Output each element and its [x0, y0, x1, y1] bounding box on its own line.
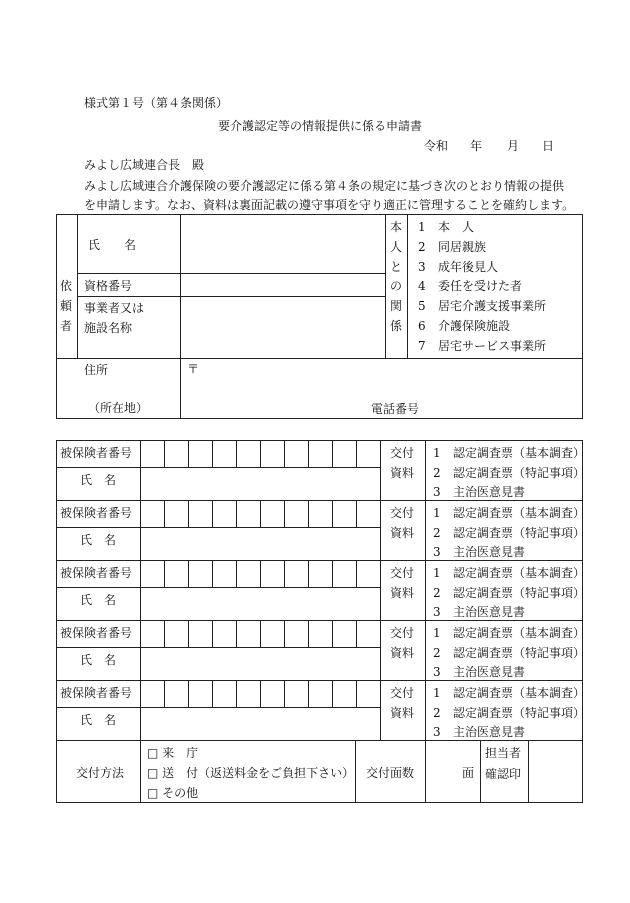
pages-unit: 面	[462, 766, 475, 780]
material-3-text: 主治医意見書	[453, 545, 526, 559]
material-2-no: 2	[433, 586, 441, 600]
date-month: 月	[507, 139, 520, 153]
address-sub-label: （所在地）	[88, 401, 149, 415]
applicant-office-label-1: 事業者又は	[84, 301, 145, 315]
material-1-no: 1	[433, 566, 441, 580]
delivery-method-label: 交付方法	[76, 766, 125, 780]
material-2-text: 認定調査票（特記事項）	[453, 526, 586, 540]
material-label-1: 交付	[390, 566, 415, 580]
insured-number-input[interactable]	[141, 561, 379, 586]
material-3-no: 3	[433, 665, 441, 679]
relation-2-no: 2	[418, 240, 426, 254]
relation-2-text: 同居親族	[438, 240, 487, 254]
applicant-section-char-3: 者	[60, 319, 73, 333]
relation-char-5: 関	[390, 299, 403, 313]
material-1-text: 認定調査票（基本調査）	[453, 506, 586, 520]
relation-5-no: 5	[418, 299, 426, 313]
material-2-text: 認定調査票（特記事項）	[453, 706, 586, 720]
insured-number-label: 被保険者番号	[60, 686, 133, 700]
material-1-text: 認定調査票（基本調査）	[453, 446, 586, 460]
material-label-2: 資料	[390, 526, 415, 540]
material-3-text: 主治医意見書	[453, 725, 526, 739]
applicant-name-label: 氏 名	[88, 238, 137, 252]
delivery-option-visit[interactable]: □ 来 庁	[147, 746, 199, 760]
applicant-name-field[interactable]	[181, 215, 384, 272]
material-label-2: 資料	[390, 466, 415, 480]
intro-line-1: みよし広域連合介護保険の要介護認定に係る第４条の規定に基づき次のとおり情報の提供	[84, 179, 565, 193]
staff-label-2: 確認印	[485, 767, 522, 781]
relation-7-text: 居宅サービス事業所	[438, 339, 547, 353]
relation-char-2: 人	[390, 240, 403, 254]
address-label: 住所	[84, 363, 109, 377]
material-1-no: 1	[433, 686, 441, 700]
material-2-no: 2	[433, 526, 441, 540]
applicant-office-label-2: 施設名称	[84, 321, 133, 335]
insured-name-input[interactable]	[141, 708, 379, 739]
insured-number-label: 被保険者番号	[60, 626, 133, 640]
insured-name-input[interactable]	[141, 528, 379, 559]
material-3-text: 主治医意見書	[453, 485, 526, 499]
relation-6-text: 介護保険施設	[438, 319, 511, 333]
insured-name-input[interactable]	[141, 648, 379, 679]
material-1-no: 1	[433, 446, 441, 460]
insured-number-label: 被保険者番号	[60, 566, 133, 580]
form-number: 様式第１号（第４条関係）	[84, 96, 229, 110]
material-label-1: 交付	[390, 686, 415, 700]
form-title: 要介護認定等の情報提供に係る申請書	[218, 119, 423, 133]
staff-seal-field[interactable]	[529, 741, 582, 802]
date-era: 令和	[424, 139, 449, 153]
insured-name-label: 氏 名	[80, 533, 117, 547]
applicant-section-char-2: 頼	[60, 299, 73, 313]
relation-1-no: 1	[418, 220, 426, 234]
insured-name-label: 氏 名	[80, 593, 117, 607]
material-2-no: 2	[433, 466, 441, 480]
relation-char-1: 本	[390, 220, 403, 234]
relation-3-no: 3	[418, 260, 426, 274]
material-label-2: 資料	[390, 646, 415, 660]
delivery-option-mail[interactable]: □ 送 付（返送料金をご負担下さい）	[147, 766, 355, 780]
material-2-text: 認定調査票（特記事項）	[453, 466, 586, 480]
address-field[interactable]	[181, 359, 582, 418]
relation-4-text: 委任を受けた者	[438, 279, 523, 293]
relation-3-text: 成年後見人	[438, 260, 499, 274]
addressee: みよし広域連合長 殿	[84, 158, 205, 172]
insured-number-label: 被保険者番号	[60, 506, 133, 520]
insured-number-input[interactable]	[141, 501, 379, 526]
material-3-no: 3	[433, 725, 441, 739]
delivery-option-other[interactable]: □ その他	[147, 786, 199, 800]
relation-1-text: 本 人	[438, 220, 475, 234]
material-2-text: 認定調査票（特記事項）	[453, 586, 586, 600]
pages-count-field[interactable]	[426, 741, 460, 802]
material-label-2: 資料	[390, 586, 415, 600]
applicant-section-char-1: 依	[60, 279, 73, 293]
insured-name-input[interactable]	[141, 588, 379, 619]
material-label-2: 資料	[390, 706, 415, 720]
pages-label: 交付面数	[366, 766, 415, 780]
relation-char-4: の	[390, 279, 403, 293]
material-3-no: 3	[433, 485, 441, 499]
applicant-qualification-field[interactable]	[181, 274, 384, 295]
material-label-1: 交付	[390, 446, 415, 460]
applicant-office-field[interactable]	[181, 297, 384, 357]
phone-label: 電話番号	[371, 402, 420, 416]
relation-char-6: 係	[390, 319, 403, 333]
material-2-text: 認定調査票（特記事項）	[453, 646, 586, 660]
insured-number-label: 被保険者番号	[60, 446, 133, 460]
material-1-no: 1	[433, 506, 441, 520]
intro-line-2: を申請します。なお、資料は裏面記載の遵守事項を守り適正に管理することを確約します。	[84, 198, 575, 212]
applicant-qualification-label: 資格番号	[84, 279, 133, 293]
insured-number-input[interactable]	[141, 621, 379, 646]
material-1-text: 認定調査票（基本調査）	[453, 686, 586, 700]
date-day: 日	[542, 139, 555, 153]
material-3-text: 主治医意見書	[453, 605, 526, 619]
material-1-text: 認定調査票（基本調査）	[453, 626, 586, 640]
material-label-1: 交付	[390, 626, 415, 640]
insured-name-label: 氏 名	[80, 473, 117, 487]
material-3-no: 3	[433, 545, 441, 559]
material-3-no: 3	[433, 605, 441, 619]
material-2-no: 2	[433, 646, 441, 660]
insured-name-label: 氏 名	[80, 713, 117, 727]
date-year: 年	[470, 139, 483, 153]
insured-number-input[interactable]	[141, 441, 379, 466]
relation-7-no: 7	[418, 339, 426, 353]
material-1-no: 1	[433, 626, 441, 640]
staff-label-1: 担当者	[485, 746, 522, 760]
insured-name-label: 氏 名	[80, 653, 117, 667]
material-label-1: 交付	[390, 506, 415, 520]
relation-6-no: 6	[418, 319, 426, 333]
material-3-text: 主治医意見書	[453, 665, 526, 679]
postal-mark: 〒	[187, 362, 200, 376]
material-1-text: 認定調査票（基本調査）	[453, 566, 586, 580]
relation-4-no: 4	[418, 279, 426, 293]
relation-5-text: 居宅介護支援事業所	[438, 299, 547, 313]
material-2-no: 2	[433, 706, 441, 720]
relation-char-3: と	[390, 260, 403, 274]
insured-number-input[interactable]	[141, 681, 379, 706]
insured-name-input[interactable]	[141, 468, 379, 499]
